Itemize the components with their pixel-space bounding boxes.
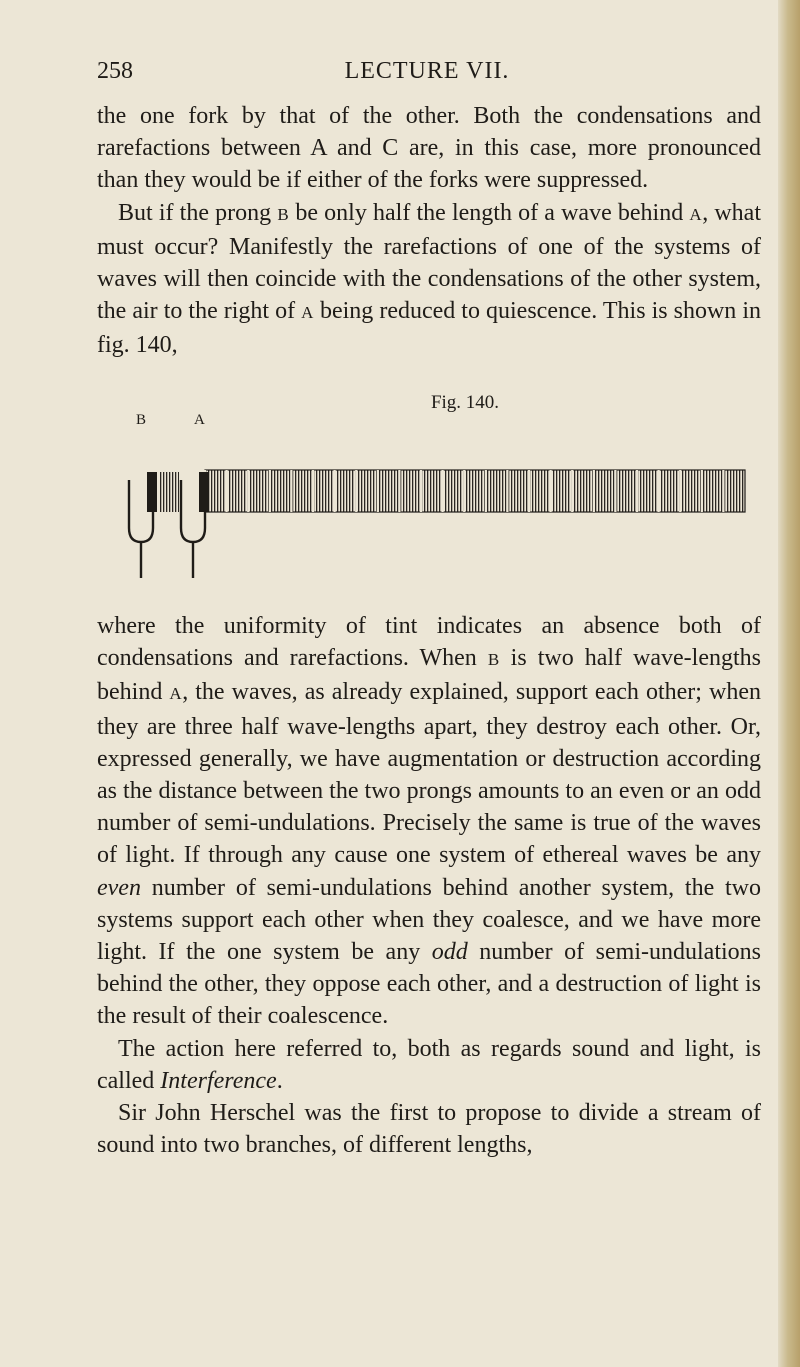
tuning-fork-illustration [115, 392, 761, 597]
waves-band [205, 470, 745, 512]
page-header [97, 50, 757, 90]
text-block-bottom [97, 610, 761, 1161]
page-number: 258 [97, 58, 133, 84]
paragraph-prong-half-wave: But if the prong B be only half the length of a wave behind A, what must occur? Manifestly the rarefactions of one of the systems of waves will then coincide with the condensations of the other system, the air to the right of A being reduced to quiescence. This is shown in fig. 140, [97, 199, 762, 359]
text-block-top [97, 100, 761, 362]
paragraph-interference: The action here referred to, both as regards sound and light, is called Interference. [97, 1035, 761, 1094]
label-prong-b: B [136, 412, 147, 428]
running-head: LECTURE VII. [344, 58, 510, 84]
figure-caption: Fig. 140. [430, 392, 500, 413]
paragraph-continuation: the one fork by that of the other. Both the condensations and rarefactions between A and C are, in this case, more pronounced than they would be if either of the forks were suppressed. [97, 103, 761, 194]
label-prong-a: A [194, 412, 205, 428]
prong-tops [147, 472, 209, 512]
page-edge-shadow [778, 0, 800, 1367]
paragraph-uniformity: where the uniformity of tint indicates an absence both of condensations and rarefactions. When B is two half wave-lengths behind A, the waves, as already explained, support each other; when they are three half wave-lengths apart, they destroy each other. Or, expressed generally, we have augmentation or destruction according as the distance between the two prongs amounts to an even or an odd number of semi-undulations. Precisely the same is true of the waves of light. If through any cause one system of ethereal waves be any even number of semi-undulations behind another system, the two systems support each other when they coalesce, and we have more light. If the one system be any odd number of semi-undulations behind the other, they oppose each other, and a destruction of light is the result of their coalescence. [97, 613, 762, 1030]
figure-140 [115, 392, 761, 597]
paragraph-herschel: Sir John Herschel was the first to propose to divide a stream of sound into two branches, of different lengths, [97, 1100, 761, 1159]
